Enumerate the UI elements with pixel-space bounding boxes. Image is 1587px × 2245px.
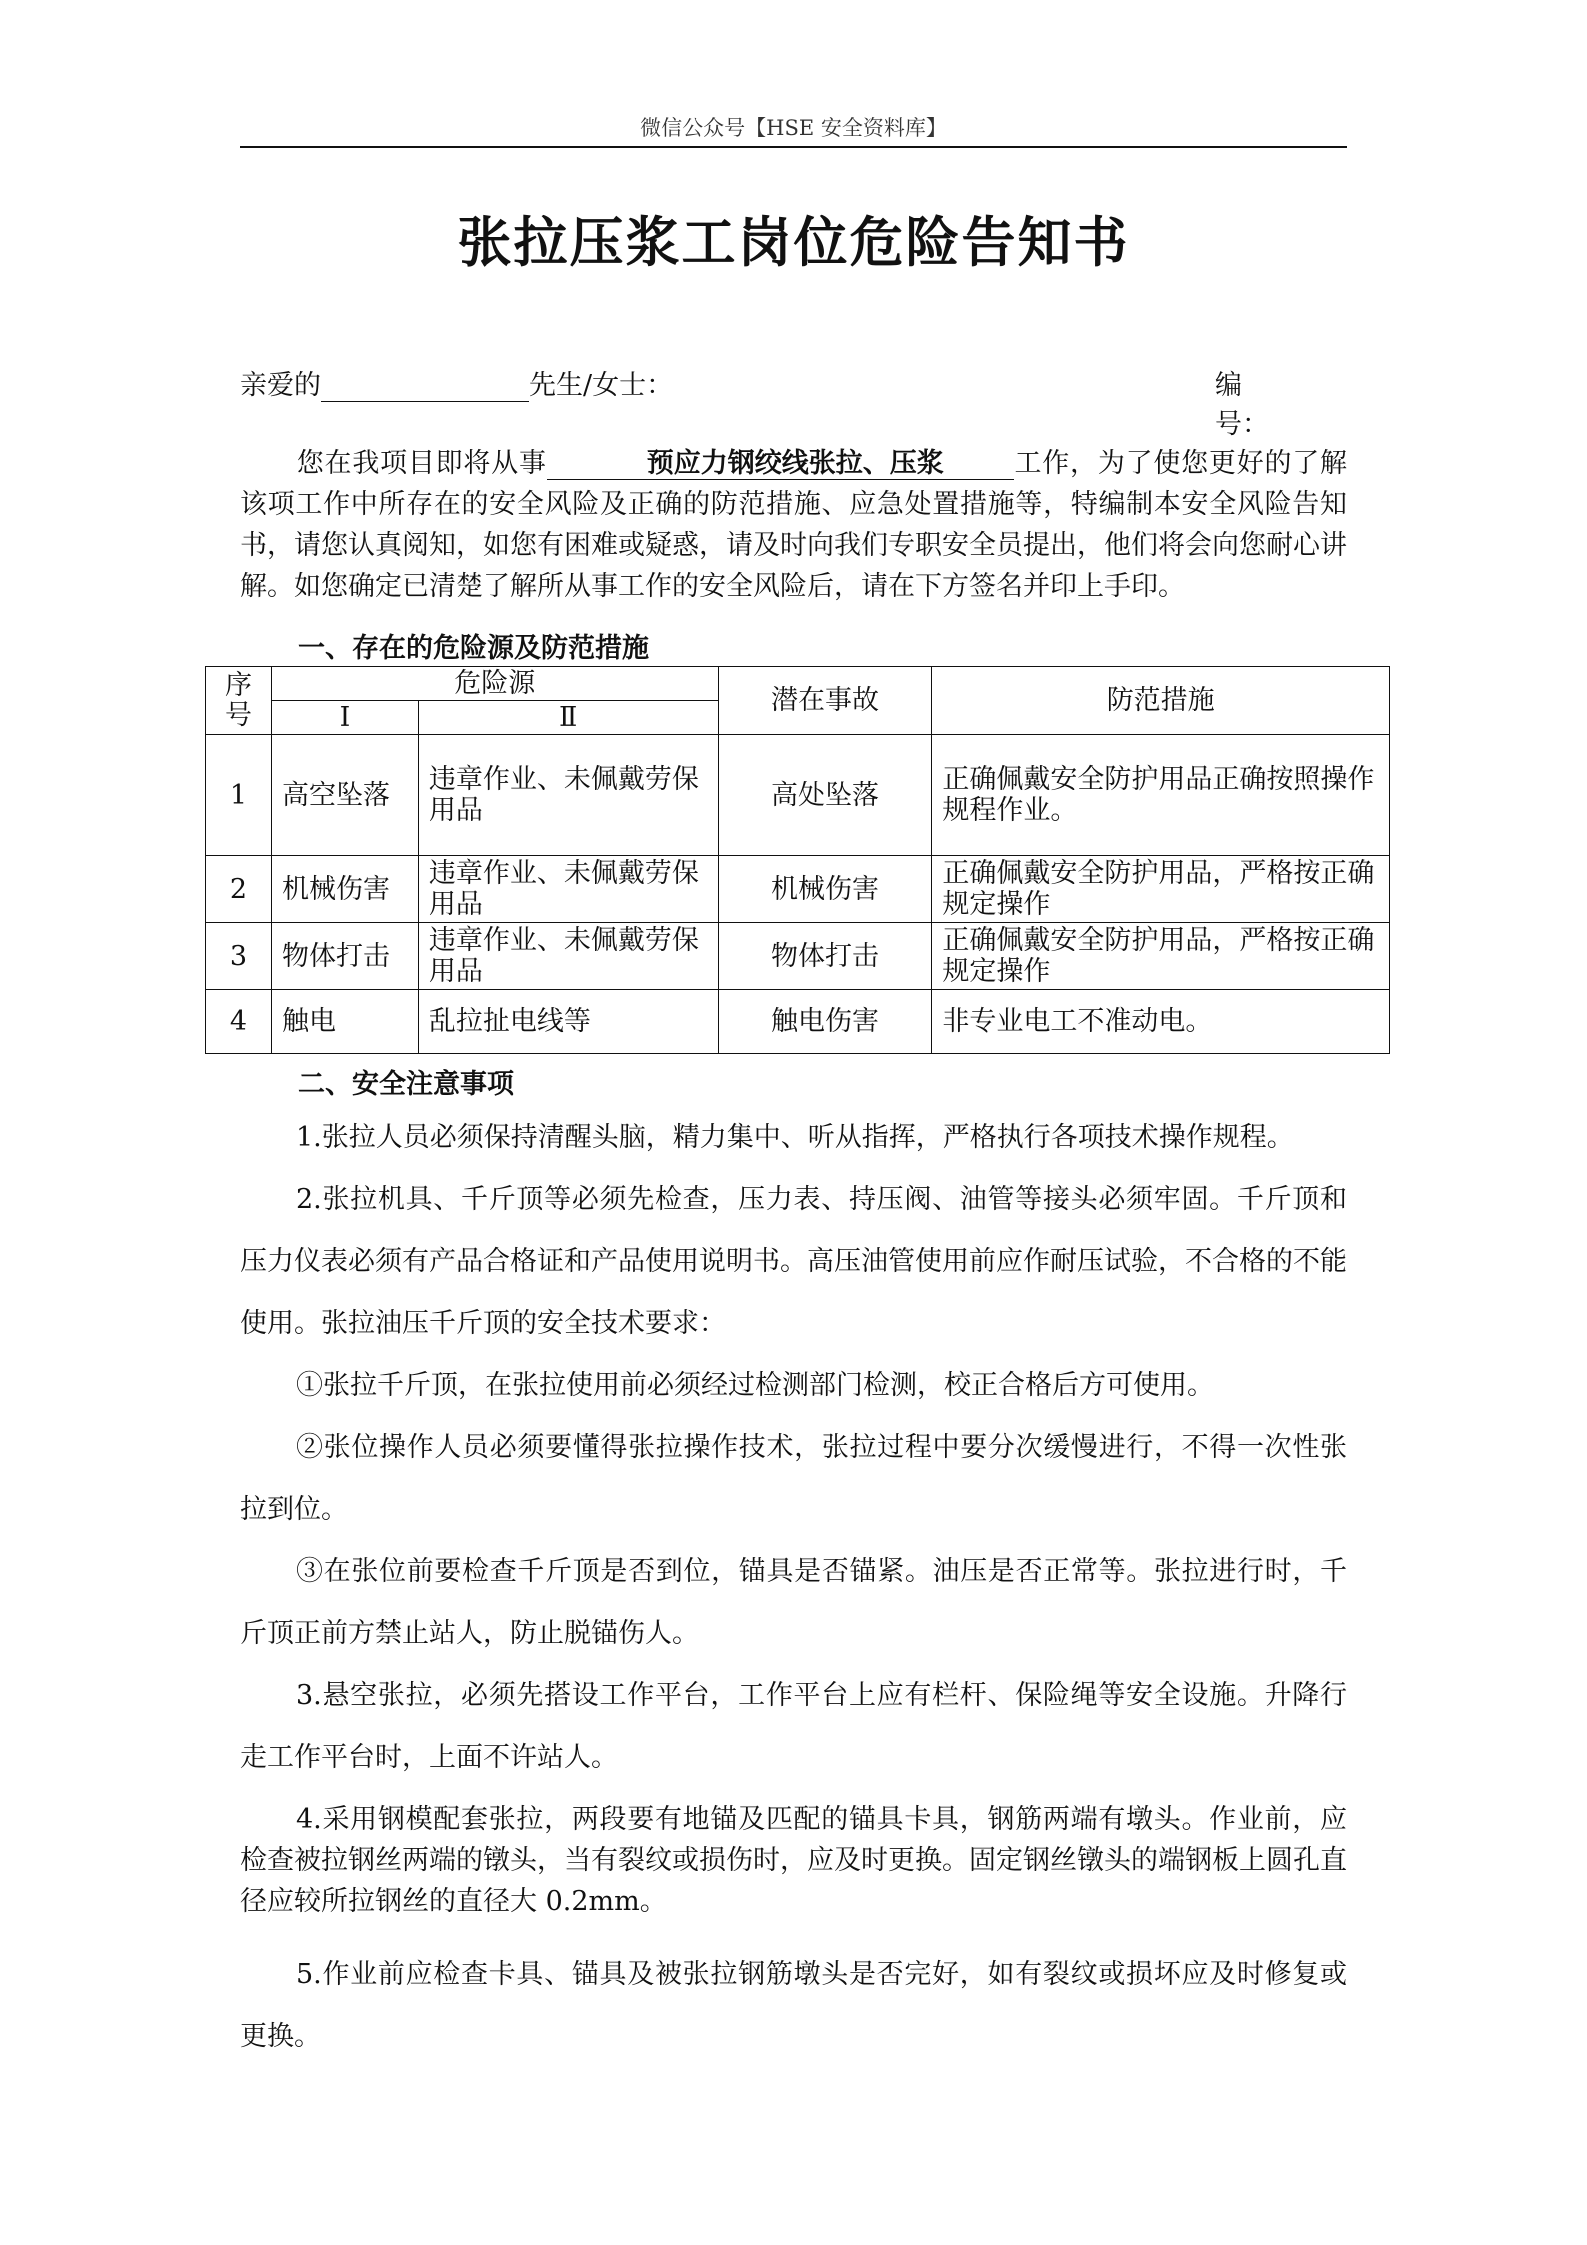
header-measures: 防范措施 bbox=[932, 667, 1390, 735]
precaution-item: 2.张拉机具、千斤顶等必须先检查，压力表、持压阀、油管等接头必须牢固。千斤顶和压力仪表必须有产品合格证和产品使用说明书。高压油管使用前应作耐压试验，不合格的不能使用。张拉油压千斤顶的安全技术要求： bbox=[240, 1184, 1347, 1339]
precaution-item: 3.悬空张拉，必须先搭设工作平台，工作平台上应有栏杆、保险绳等安全设施。升降行走工作平台时，上面不许站人。 bbox=[240, 1680, 1347, 1773]
row-hazard-2: 违章作业、未佩戴劳保用品 bbox=[418, 856, 718, 923]
header-no: 序号 bbox=[206, 667, 272, 735]
header-hazard-2: Ⅱ bbox=[418, 701, 718, 735]
salutation-prefix: 亲爱的 bbox=[240, 370, 321, 401]
hazard-table bbox=[205, 666, 1390, 1054]
section-hazards-title: 一、存在的危险源及防范措施 bbox=[298, 633, 649, 664]
salutation bbox=[240, 363, 1290, 440]
header-hazard: 危险源 bbox=[271, 667, 718, 701]
row-measure: 正确佩戴安全防护用品，严格按正确规定操作 bbox=[932, 923, 1390, 990]
intro-after: 工作，为了使您更好的了解该项工作中所存在的安全风险及正确的防范措施、应急处置措施等，特编制本安全风险告知书，请您认真阅知，如您有困难或疑惑，请及时向我们专职安全员提出，他们将会向您耐心讲解。如您确定已清楚了解所从事工作的安全风险后，请在下方签名并印上手印。 bbox=[240, 448, 1348, 602]
row-hazard-2: 违章作业、未佩戴劳保用品 bbox=[418, 923, 718, 990]
precautions-list bbox=[240, 1107, 1347, 2068]
table-row bbox=[206, 735, 1390, 856]
row-accident: 高处坠落 bbox=[718, 735, 932, 856]
row-measure: 正确佩戴安全防护用品正确按照操作规程作业。 bbox=[932, 735, 1390, 856]
precaution-item: ③在张位前要检查千斤顶是否到位，锚具是否锚紧。油压是否正常等。张拉进行时，千斤顶正前方禁止站人，防止脱锚伤人。 bbox=[240, 1556, 1347, 1649]
row-no: 2 bbox=[206, 856, 272, 923]
row-accident: 触电伤害 bbox=[718, 990, 932, 1054]
precaution-item: 5.作业前应检查卡具、锚具及被张拉钢筋墩头是否完好，如有裂纹或损坏应及时修复或更换。 bbox=[240, 1959, 1347, 2052]
intro-paragraph bbox=[240, 443, 1347, 607]
row-hazard-1: 机械伤害 bbox=[271, 856, 418, 923]
document-title: 张拉压浆工岗位危险告知书 bbox=[457, 210, 1130, 274]
row-hazard-1: 物体打击 bbox=[271, 923, 418, 990]
row-hazard-2: 违章作业、未佩戴劳保用品 bbox=[418, 735, 718, 856]
table-row bbox=[206, 990, 1390, 1054]
row-no: 4 bbox=[206, 990, 272, 1054]
row-no: 1 bbox=[206, 735, 272, 856]
precaution-item: ①张拉千斤顶，在张拉使用前必须经过检测部门检测，校正合格后方可使用。 bbox=[296, 1370, 1214, 1401]
header-rule bbox=[240, 146, 1347, 148]
row-hazard-1: 触电 bbox=[271, 990, 418, 1054]
row-measure: 正确佩戴安全防护用品，严格按正确规定操作 bbox=[932, 856, 1390, 923]
header-hazard-1: Ⅰ bbox=[271, 701, 418, 735]
precaution-item: 4.采用钢模配套张拉，两段要有地锚及匹配的锚具卡具，钢筋两端有墩头。作业前，应检查被拉钢丝两端的镦头，当有裂纹或损伤时，应及时更换。固定钢丝镦头的端钢板上圆孔直径应较所拉钢丝的直径大 0.2mm。 bbox=[240, 1804, 1347, 1917]
row-hazard-1: 高空坠落 bbox=[271, 735, 418, 856]
precaution-item: ②张位操作人员必须要懂得张拉操作技术，张拉过程中要分次缓慢进行，不得一次性张拉到位。 bbox=[240, 1432, 1347, 1525]
page-header: 微信公众号【HSE 安全资料库】 bbox=[640, 116, 947, 140]
row-accident: 物体打击 bbox=[718, 923, 932, 990]
section-precautions-title: 二、安全注意事项 bbox=[298, 1069, 514, 1100]
intro-before: 您在我项目即将从事 bbox=[296, 448, 547, 479]
table-row bbox=[206, 923, 1390, 990]
name-blank bbox=[321, 373, 529, 402]
salutation-suffix: 先生/女士： bbox=[529, 370, 674, 401]
row-accident: 机械伤害 bbox=[718, 856, 932, 923]
table-row bbox=[206, 856, 1390, 923]
serial-number-label: 编号： bbox=[1215, 370, 1269, 440]
row-measure: 非专业电工不准动电。 bbox=[932, 990, 1390, 1054]
header-accident: 潜在事故 bbox=[718, 667, 932, 735]
job-name: 预应力钢绞线张拉、压浆 bbox=[547, 449, 1014, 480]
precaution-item: 1.张拉人员必须保持清醒头脑，精力集中、听从指挥，严格执行各项技术操作规程。 bbox=[296, 1122, 1294, 1153]
row-hazard-2: 乱拉扯电线等 bbox=[418, 990, 718, 1054]
row-no: 3 bbox=[206, 923, 272, 990]
